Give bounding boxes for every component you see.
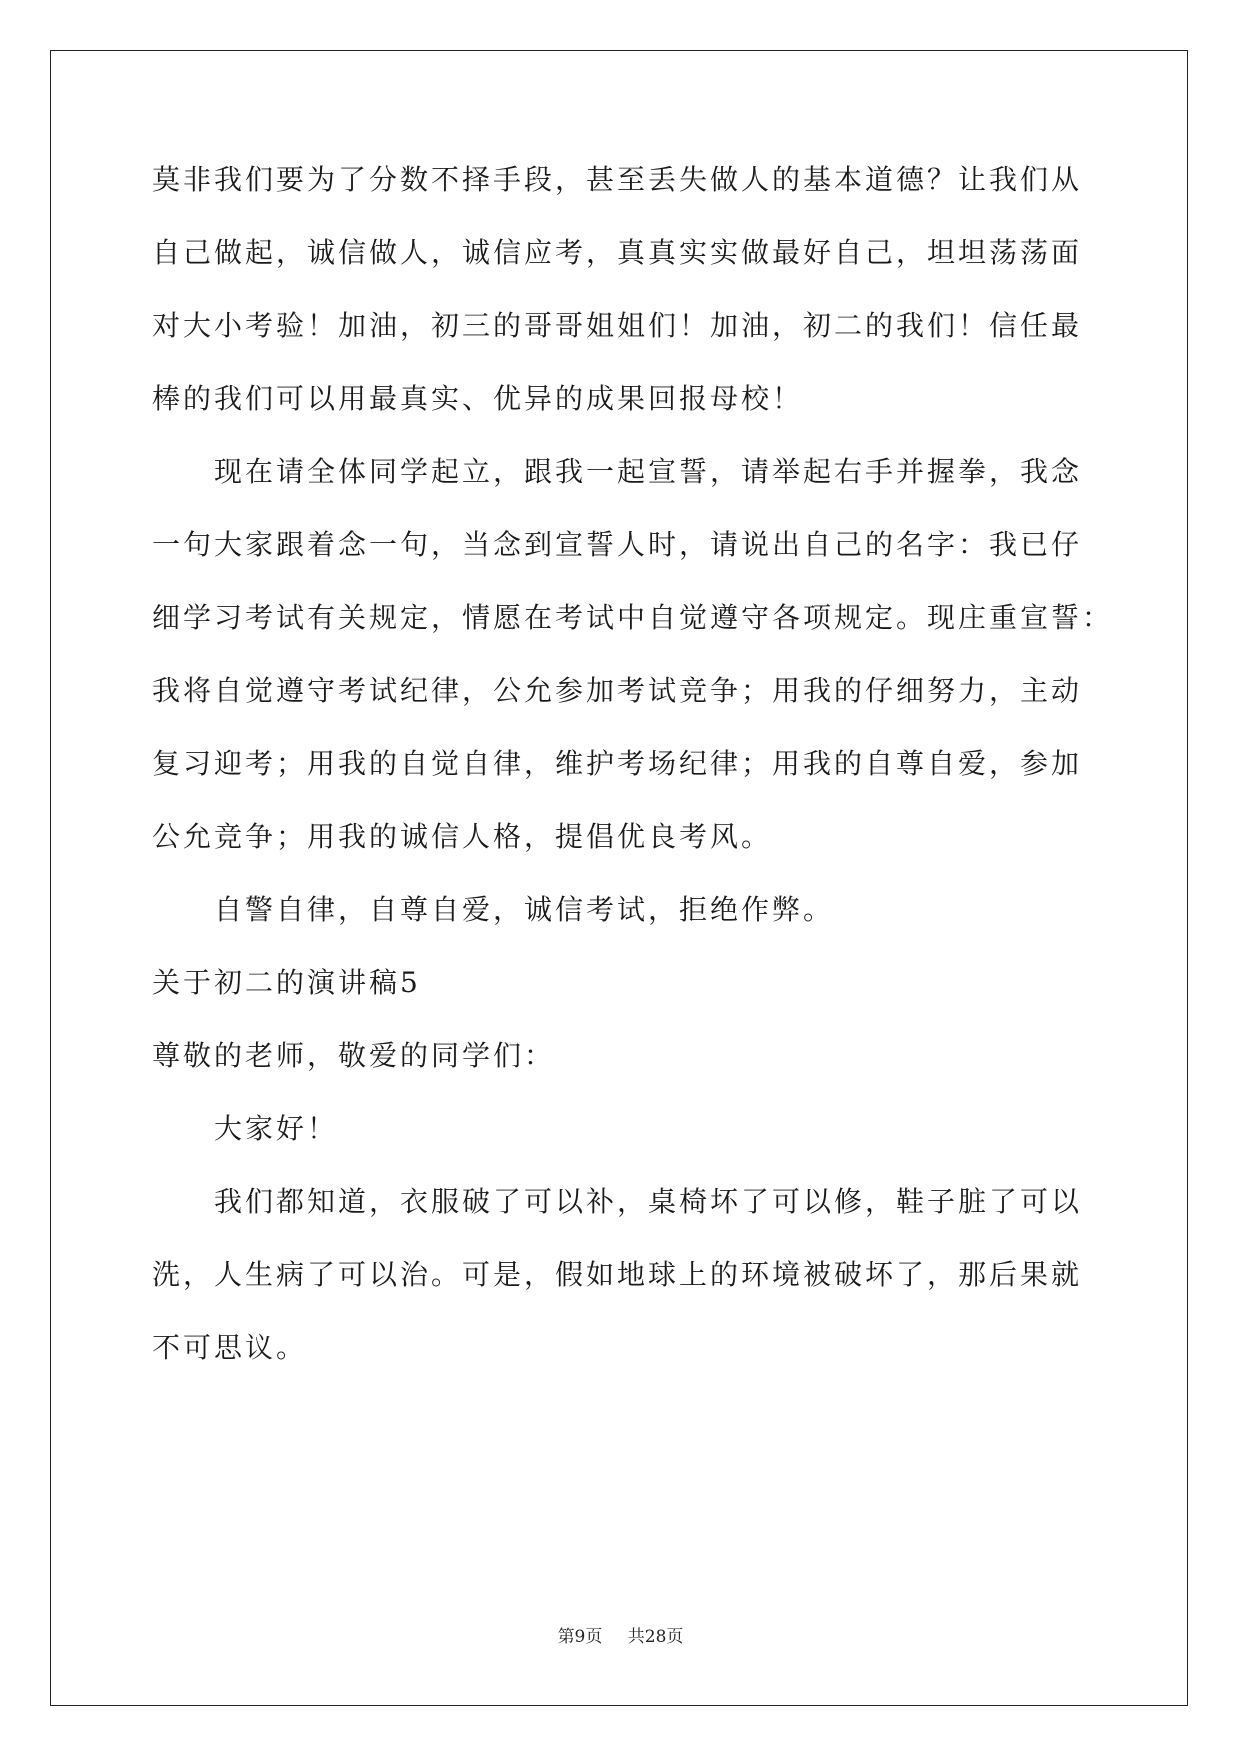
text-line: 自己做起，诚信做人，诚信应考，真真实实做最好自己，坦坦荡荡面 — [152, 236, 1083, 269]
text-line: 不可思议。 — [152, 1331, 308, 1364]
page-number: 第9页 — [557, 1627, 603, 1647]
paragraph-start-line: 现在请全体同学起立，跟我一起宣誓，请举起右手并握拳，我念 — [214, 455, 1083, 488]
text-line: 我将自觉遵守考试纪律，公允参加考试竞争；用我的仔细努力，主动 — [152, 674, 1083, 707]
greeting: 大家好！ — [214, 1112, 339, 1145]
text-line: 洗，人生病了可以治。可是，假如地球上的环境被破坏了，那后果就 — [152, 1258, 1083, 1291]
page-total: 共28页 — [627, 1627, 684, 1647]
paragraph-start-line: 自警自律，自尊自爱，诚信考试，拒绝作弊。 — [214, 893, 835, 926]
text-line: 莫非我们要为了分数不择手段，甚至丢失做人的基本道德？让我们从 — [152, 163, 1083, 196]
page-border — [50, 50, 1188, 1706]
page-footer — [0, 1622, 1241, 1647]
text-line: 复习迎考；用我的自觉自律，维护考场纪律；用我的自尊自爱，参加 — [152, 747, 1083, 780]
text-line: 棒的我们可以用最真实、优异的成果回报母校！ — [152, 382, 804, 415]
section-heading: 关于初二的演讲稿5 — [152, 966, 421, 999]
text-line: 细学习考试有关规定，情愿在考试中自觉遵守各项规定。现庄重宣誓： — [152, 601, 1114, 634]
text-line: 对大小考验！加油，初三的哥哥姐姐们！加油，初二的我们！信任最 — [152, 309, 1083, 342]
text-line: 一句大家跟着念一句，当念到宣誓人时，请说出自己的名字：我已仔 — [152, 528, 1083, 561]
salutation: 尊敬的老师，敬爱的同学们： — [152, 1039, 556, 1072]
text-line: 公允竞争；用我的诚信人格，提倡优良考风。 — [152, 820, 773, 853]
paragraph-start-line: 我们都知道，衣服破了可以补，桌椅坏了可以修，鞋子脏了可以 — [214, 1185, 1083, 1218]
